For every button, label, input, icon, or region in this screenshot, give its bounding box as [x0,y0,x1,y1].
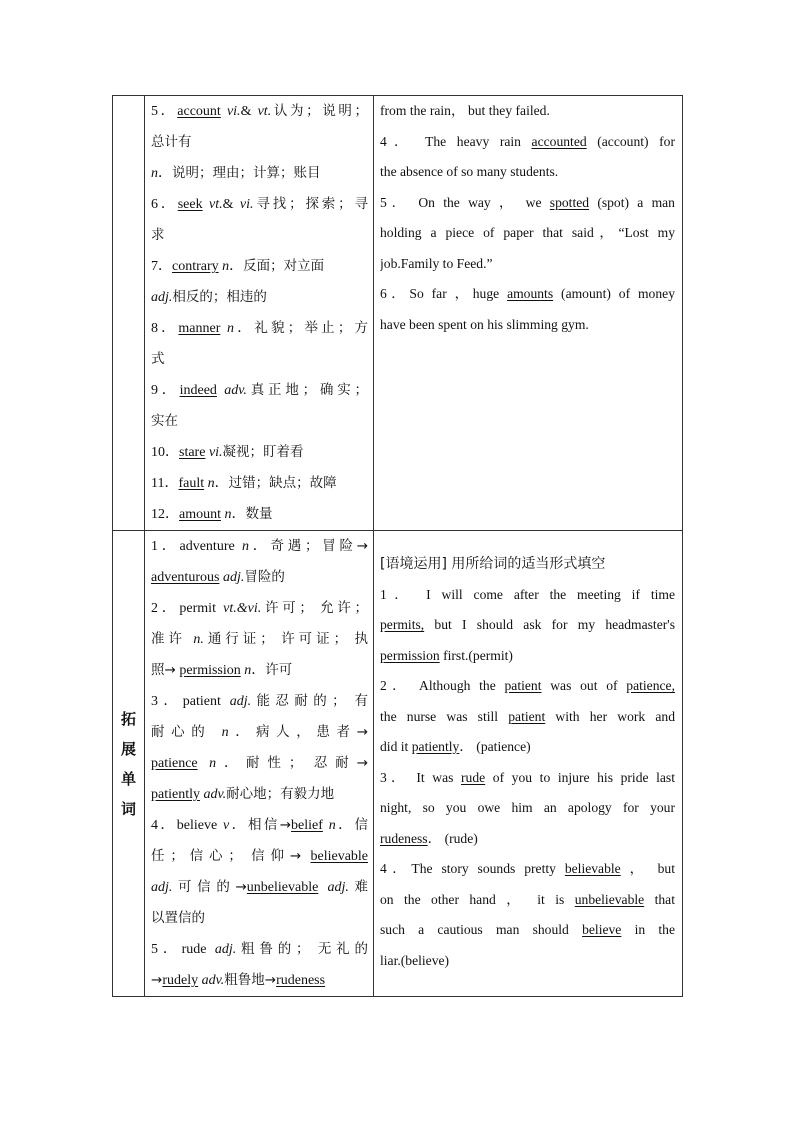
exercise-line: permission first.(permit) [380,647,513,663]
exercise-line: 2． Although the patient was out of patience, [380,678,675,693]
word-entry: 5．account vi.& vt.认为；说明； [151,103,368,119]
exercise-line: on the other hand ， it is unbelievable that [380,891,675,907]
word-entry-cont: 实在 [151,413,178,429]
exercise-cell [374,96,683,531]
table-row [113,531,683,997]
word-entry-cont: adj.可信的→unbelievable adj.难 [151,879,368,895]
word-entry-cont: patience n．耐性； 忍耐→ [151,755,368,771]
exercise-line: night, so you owe him an apology for your [380,800,675,815]
exercise-line: the absence of so many students. [380,164,559,179]
exercise-line: the nurse was still patient with her work and [380,708,675,724]
exercise-line: 3． It was rude of you to injure his pride last [380,769,675,785]
exercise-line: 5． On the way ， we spotted (spot) a man [380,194,675,210]
exercise-line: 6．So far ，huge amounts (amount) of money [380,286,675,301]
section-label-expanded-words: 拓 展 单 词 [113,531,145,997]
word-entry: 1．adventure n．奇遇；冒险→ [151,538,368,554]
exercise-line: from the rain， but they failed. [380,103,550,118]
word-entry: 6．seek vt.& vi.寻找；探索；寻 [151,196,368,212]
word-entry-cont: 总计有 [151,134,192,150]
exercise-line: permits, but I should ask for my headmaster's [380,617,675,632]
exercise-line: did it patiently． (patience) [380,739,531,754]
word-entry-cont: 以置信的 [151,910,205,926]
exercise-line: 4． The heavy rain accounted (account) for [380,133,675,149]
word-entry: 3．patient adj.能忍耐的； 有 [151,693,368,709]
word-entry-cont: →rudely adv.粗鲁地→rudeness [151,972,326,988]
word-entry-cont: adventurous adj.冒险的 [151,569,285,585]
word-entry-cont: 准许 n.通行证； 许可证； 执 [151,631,368,647]
table-row [113,96,683,531]
exercise-line: 4．The story sounds pretty believable ， but [380,861,675,876]
exercise-line: 1． I will come after the meeting if time [380,586,675,602]
exercise-line: rudeness． (rude) [380,830,478,846]
word-entry: 9．indeed adv.真正地；确实； [151,382,368,398]
word-entry: 10．stare vi.凝视；盯着看 [151,444,304,460]
word-entry-cont: 耐心的 n．病人，患者→ [151,724,368,740]
word-entry-cont: adj.相反的；相违的 [151,289,267,305]
word-entry: 7．contrary n．反面；对立面 [151,258,325,274]
word-entry: 2．permit vt.&vi.许可； 允许； [151,600,368,616]
word-entry-cont: 照→ permission n．许可 [151,662,293,678]
exercise-cell [374,531,683,997]
word-entry: 5．rude adj.粗鲁的； 无礼的 [151,941,368,957]
exercise-line: such a cautious man should believe in the [380,922,675,937]
exercise-line: job.Family to Feed.” [380,255,493,271]
word-entry: 12．amount n．数量 [151,506,273,522]
exercise-line: have been spent on his slimming gym. [380,316,589,332]
word-entry-cont: n．说明；理由；计算；账目 [151,165,321,181]
row-label-cell [113,96,145,531]
word-entry-cont: 任；信心； 信仰→ believable [151,848,368,864]
vocabulary-table [112,95,683,997]
exercise-header: [语境运用] 用所给词的适当形式填空 [380,556,606,572]
exercise-line: holding a piece of paper that said，“Lost my [380,225,675,240]
word-entry: 11．fault n．过错；缺点；故障 [151,475,337,491]
exercise-line: liar.(believe) [380,952,450,968]
word-list-cell [145,531,374,997]
word-entry: 8．manner n．礼貌；举止；方 [151,320,368,336]
word-entry-cont: 求 [151,227,165,243]
word-list-cell [145,96,374,531]
word-entry: 4．believe v．相信→belief n．信 [151,817,368,833]
word-entry-cont: 式 [151,351,165,367]
word-entry-cont: patiently adv.耐心地；有毅力地 [151,786,335,802]
